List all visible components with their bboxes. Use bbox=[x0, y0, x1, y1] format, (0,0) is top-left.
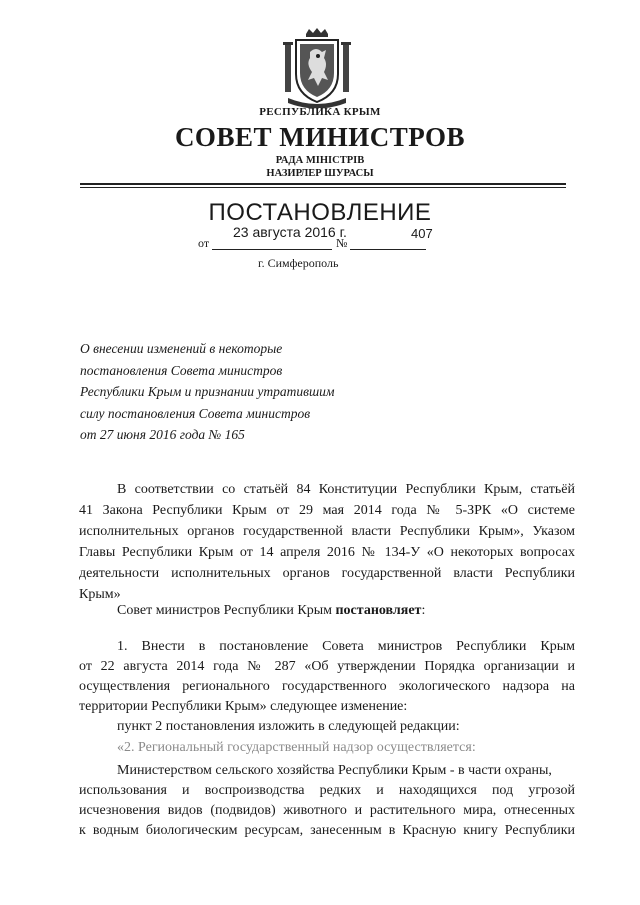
item-line: пункт 2 постановления изложить в следующей редакции: bbox=[117, 719, 460, 734]
header-divider-thick bbox=[80, 183, 566, 185]
preamble-line: деятельности исполнительных органов государственной власти Республики bbox=[79, 566, 575, 581]
handwritten-number: 407 bbox=[411, 226, 433, 241]
title-line: О внесении изменений в некоторые bbox=[80, 341, 283, 356]
document-title bbox=[80, 338, 410, 446]
title-line: постановления Совета министров bbox=[80, 362, 283, 378]
preamble-line: В соответствии со статьёй 84 Конституции Республики Крым, статьёй bbox=[117, 482, 575, 497]
item-line: исчезновения видов (подвидов) животного и растительного мира, отнесенных bbox=[79, 803, 575, 818]
document-type: ПОСТАНОВЛЕНИЕ bbox=[208, 199, 432, 226]
item-line: к водным биологическим ресурсам, занесенным в Красную книгу Республики bbox=[79, 823, 575, 838]
item-line: территории Республики Крым» следующее изменение: bbox=[79, 699, 408, 714]
number-label: № bbox=[336, 236, 348, 250]
item-line: 1. Внести в постановление Совета министров Республики Крым bbox=[117, 639, 575, 654]
date-underline bbox=[212, 249, 332, 250]
rada-ministriv: РАДА МІНІСТРІВ bbox=[275, 155, 365, 166]
preamble-line: Главы Республики Крым от 14 апреля 2016 № 134-У «О некоторых вопросах bbox=[79, 545, 575, 560]
item-line: «2. Региональный государственный надзор осуществляется: bbox=[117, 740, 476, 755]
header-divider-thin bbox=[80, 187, 566, 188]
title-line: силу постановления Совета министров bbox=[80, 405, 311, 421]
title-line: от 27 июня 2016 года № 165 bbox=[80, 427, 245, 442]
council-title: СОВЕТ МИНИСТРОВ bbox=[174, 122, 466, 152]
resolves-keyword: постановляет bbox=[335, 603, 422, 618]
preamble-line: 41 Закона Республики Крым от 29 мая 2014 года № 5-ЗРК «О системе bbox=[79, 503, 575, 518]
republic-name: РЕСПУБЛИКА КРЫМ bbox=[259, 106, 381, 118]
preamble-line: исполнительных органов государственной власти Республики Крым», Указом bbox=[79, 524, 575, 539]
nazirler-shurasy: НАЗИРЛЕР ШУРАСЫ bbox=[266, 168, 374, 179]
handwritten-date: 23 августа 2016 г. bbox=[233, 224, 347, 240]
item-line: осуществления регионального государственного экологического надзора на bbox=[79, 679, 575, 694]
resolves-line bbox=[117, 603, 425, 619]
city: г. Симферополь bbox=[258, 256, 339, 270]
preamble-line: Крым» bbox=[79, 587, 121, 602]
resolves-suffix: : bbox=[421, 603, 426, 618]
number-underline bbox=[350, 249, 426, 250]
coat-of-arms-emblem bbox=[282, 28, 352, 108]
item-line: от 22 августа 2014 года № 287 «Об утверждении Порядка организации и bbox=[79, 659, 575, 674]
title-line: Республики Крым и признании утратившим bbox=[80, 384, 335, 399]
resolves-prefix: Совет министров Республики Крым bbox=[117, 603, 336, 618]
item-line: Министерством сельского хозяйства Республики Крым - в части охраны, bbox=[117, 763, 552, 778]
item-line: использования и воспроизводства редких и находящихся под угрозой bbox=[79, 783, 575, 798]
date-label: от bbox=[198, 236, 210, 250]
